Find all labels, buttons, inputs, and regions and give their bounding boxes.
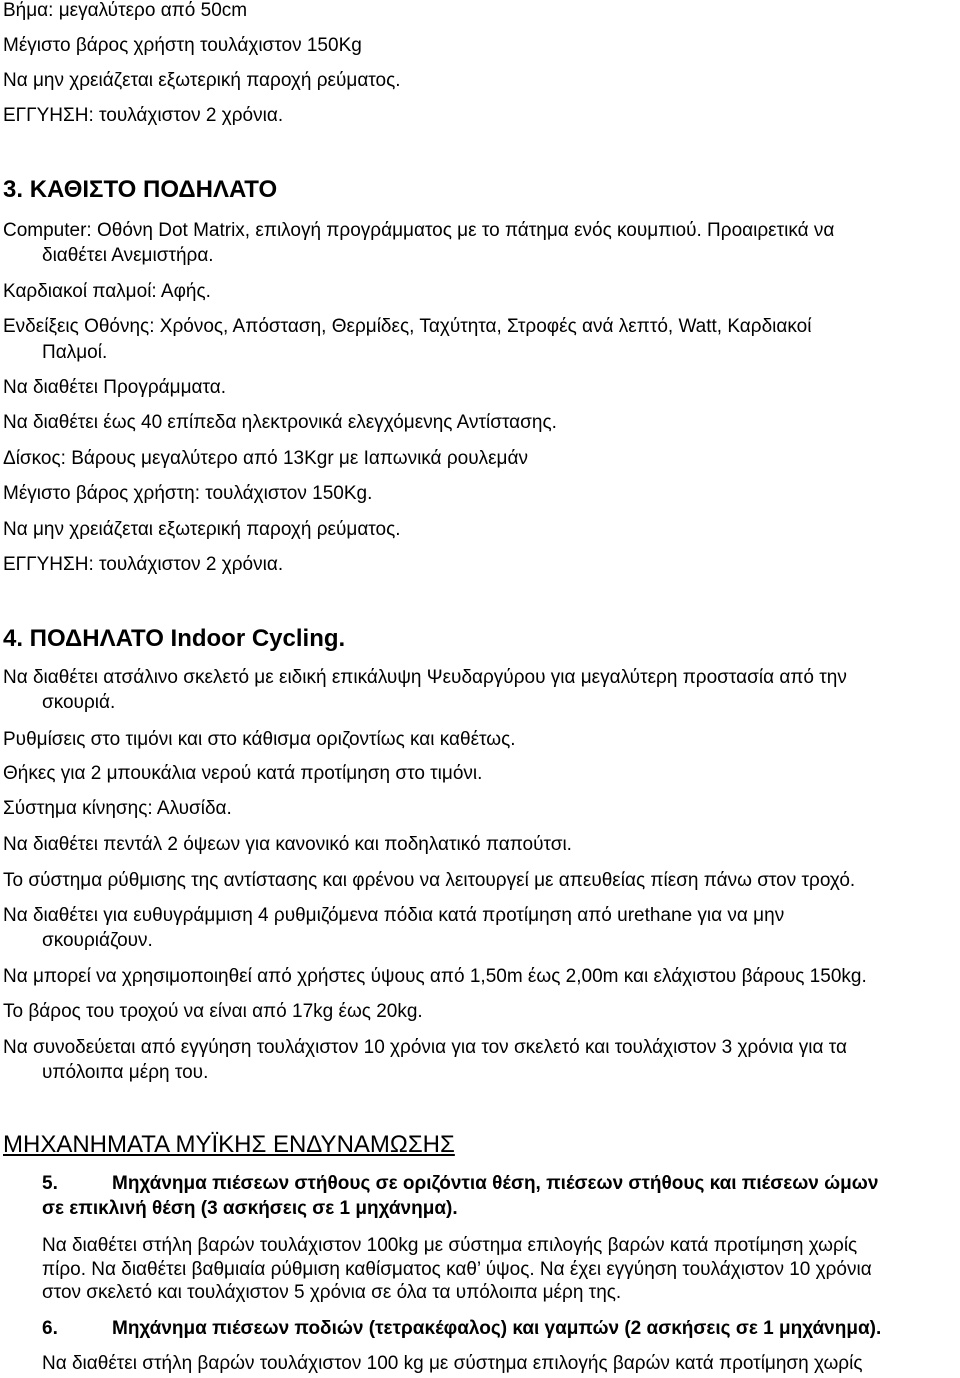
text-line: Καρδιακοί παλμοί: Αφής. (3, 281, 211, 302)
text-line: Θήκες για 2 μπουκάλια νερού κατά προτίμηση στο τιμόνι. (3, 763, 483, 784)
text-line: Σύστημα κίνησης: Αλυσίδα. (3, 798, 232, 819)
text-line: Παλμοί. (42, 342, 108, 363)
text-line: Να διαθέτει στήλη βαρών τουλάχιστον 100 kg με σύστημα επιλογής βαρών κατά προτίμηση χωρίς (42, 1353, 863, 1374)
section-heading (3, 175, 277, 205)
text-line: Να διαθέτει στήλη βαρών τουλάχιστον 100kg με σύστημα επιλογής βαρών κατά προτίμηση χωρίς (42, 1235, 858, 1256)
text-line: Computer: Οθόνη Dot Matrix, επιλογή προγράμματος με το πάτημα ενός κουμπιού. Προαιρετικά να (3, 220, 835, 241)
text-line: Να διαθέτει Προγράμματα. (3, 377, 227, 398)
text-line: στον σκελετό και τουλάχιστον 5 χρόνια σε όλα τα υπόλοιπα μέρη της. (42, 1282, 622, 1303)
item-number: 5. (42, 1173, 58, 1194)
text-line: Το σύστημα ρύθμισης της αντίστασης και φρένου να λειτουργεί με απευθείας πίεση πάνω στον τροχό. (3, 870, 856, 891)
text-line: Μέγιστο βάρος χρήστη τουλάχιστον 150Kg (3, 35, 362, 56)
text-line: Να διαθέτει πεντάλ 2 όψεων για κανονικό και ποδηλατικό παπούτσι. (3, 834, 572, 855)
text-line: διαθέτει Ανεμιστήρα. (42, 245, 214, 266)
text-line: Να μην χρειάζεται εξωτερική παροχή ρεύματος. (3, 70, 401, 91)
item-title: σε επικλινή θέση (3 ασκήσεις σε 1 μηχάνημα). (42, 1198, 458, 1219)
text-line: σκουριά. (42, 692, 116, 713)
section-heading: 4. ΠΟΔΗΛΑΤΟ Indoor Cycling. (3, 625, 346, 652)
text-line: Να διαθέτει για ευθυγράμμιση 4 ρυθμιζόμενα πόδια κατά προτίμηση από urethane για να μην (3, 905, 785, 926)
text-line: Ενδείξεις Οθόνης: Χρόνος, Απόσταση, Θερμίδες, Ταχύτητα, Στροφές ανά λεπτό, Watt, Καρδιακοί (3, 316, 812, 337)
text-line: Μέγιστο βάρος χρήστη: τουλάχιστον 150Kg. (3, 483, 373, 504)
text-line: Ρυθμίσεις στο τιμόνι και στο κάθισμα οριζοντίως και καθέτως. (3, 729, 516, 750)
text-line: ΕΓΓΥΗΣΗ: τουλάχιστον 2 χρόνια. (3, 554, 284, 575)
text-line: Βήμα: μεγαλύτερο από 50cm (3, 0, 248, 21)
text-line: Να συνοδεύεται από εγγύηση τουλάχιστον 10 χρόνια για τον σκελετό και τουλάχιστον 3 χρόνια για τα (3, 1037, 847, 1058)
text-line: υπόλοιπα μέρη του. (42, 1062, 209, 1083)
text-line: ΕΓΓΥΗΣΗ: τουλάχιστον 2 χρόνια. (3, 105, 284, 126)
text-line: Να διαθέτει έως 40 επίπεδα ηλεκτρονικά ελεγχόμενης Αντίστασης. (3, 412, 557, 433)
text-line: Το βάρος του τροχού να είναι από 17kg έως 20kg. (3, 1001, 423, 1022)
text-line: Να μπορεί να χρησιμοποιηθεί από χρήστες ύψους από 1,50m έως 2,00m και ελάχιστου βάρους 150kg. (3, 966, 867, 987)
section-heading: ΜΗΧΑΝΗΜΑΤΑ ΜΥΪΚΗΣ ΕΝΔΥΝΑΜΩΣΗΣ (3, 1131, 455, 1158)
text-line: σκουριάζουν. (42, 930, 153, 951)
item-title: Μηχάνημα πιέσεων ποδιών (τετρακέφαλος) και γαμπών (2 ασκήσεις σε 1 μηχάνημα). (112, 1318, 882, 1339)
item-number: 6. (42, 1318, 58, 1339)
text-line: Να διαθέτει ατσάλινο σκελετό με ειδική επικάλυψη Ψευδαργύρου για μεγαλύτερη προστασία από την (3, 667, 847, 688)
section-title: ΚΑΘΙΣΤΟ ΠΟΔΗΛΑΤΟ (29, 176, 278, 203)
text-line: Δίσκος: Βάρους μεγαλύτερο από 13Kgr με Ιαπωνικά ρουλεμάν (3, 448, 528, 469)
text-line: Να μην χρειάζεται εξωτερική παροχή ρεύματος. (3, 519, 401, 540)
item-title: Μηχάνημα πιέσεων στήθους σε οριζόντια θέση, πιέσεων στήθους και πιέσεων ώμων (112, 1173, 879, 1194)
section-number: 3. (3, 176, 24, 203)
text-line: πίρο. Να διαθέτει βαθμιαία ρύθμιση καθίσματος καθ’ ύψος. Να έχει εγγύηση τουλάχιστον 10 χρόνια (42, 1259, 872, 1280)
